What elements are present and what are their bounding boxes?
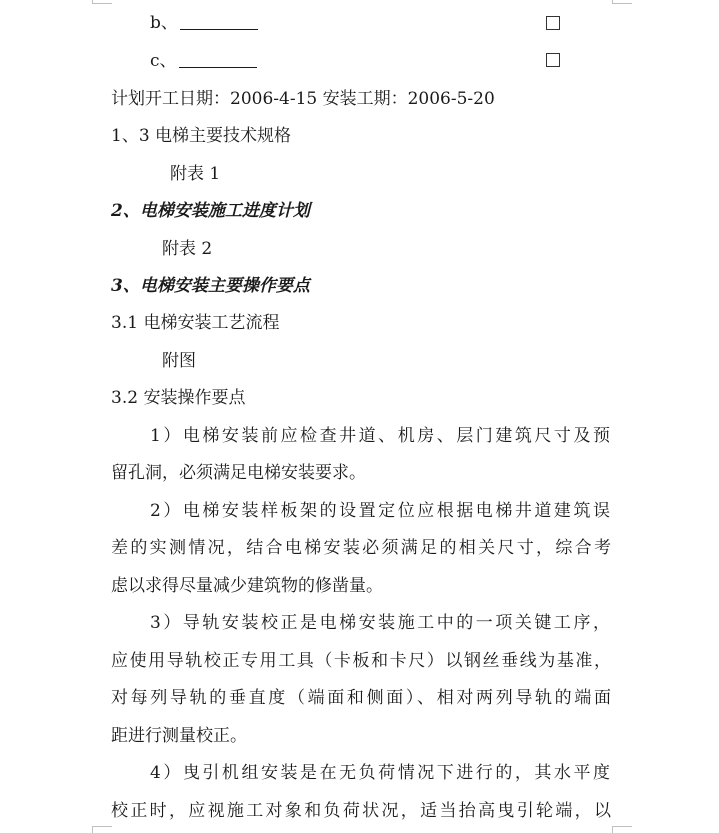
option-c-label: c、 xyxy=(150,51,177,71)
paragraph-3-line: 距进行测量校正。 xyxy=(111,726,247,746)
margin-mark xyxy=(92,826,112,827)
section-2-heading: 2、电梯安装施工进度计划 xyxy=(111,201,310,221)
option-b-label: b、 xyxy=(150,13,178,33)
paragraph-2-line: 差的实测情况，结合电梯安装必须满足的相关尺寸，综合考 xyxy=(111,538,611,558)
paragraph-1-line: 1）电梯安装前应检查井道、机房、层门建筑尺寸及预 xyxy=(150,426,610,446)
attached-table-1: 附表 1 xyxy=(170,164,221,184)
margin-mark xyxy=(612,826,632,827)
paragraph-2-line: 2）电梯安装样板架的设置定位应根据电梯井道建筑误 xyxy=(150,501,610,521)
margin-mark xyxy=(612,826,613,833)
margin-mark xyxy=(92,3,112,4)
attached-table-2: 附表 2 xyxy=(162,239,213,259)
attached-figure: 附图 xyxy=(162,351,196,371)
paragraph-3-line: 对每列导轨的垂直度（端面和侧面）、相对两列导轨的端面 xyxy=(111,688,611,708)
margin-mark xyxy=(612,3,632,4)
paragraph-1-line: 留孔洞，必须满足电梯安装要求。 xyxy=(111,463,366,483)
margin-mark xyxy=(92,826,93,833)
section-3-heading: 3、电梯安装主要操作要点 xyxy=(111,276,310,296)
option-c-checkbox[interactable] xyxy=(546,53,560,67)
option-b-checkbox[interactable] xyxy=(546,16,560,30)
section-3-2-heading: 3.2 安装操作要点 xyxy=(111,388,246,408)
section-1-3-heading: 1、3 电梯主要技术规格 xyxy=(111,126,292,146)
option-c-blank[interactable] xyxy=(179,51,257,68)
option-b-blank[interactable] xyxy=(180,13,258,30)
paragraph-3-line: 应使用导轨校正专用工具（卡板和卡尺）以钢丝垂线为基准， xyxy=(111,651,611,671)
paragraph-2-line: 虑以求得尽量减少建筑物的修凿量。 xyxy=(111,576,383,596)
option-c-line xyxy=(150,50,257,72)
paragraph-4-line: 校正时，应视施工对象和负荷状况，适当抬高曳引轮端，以 xyxy=(111,801,611,821)
schedule-line: 计划开工日期：2006-4-15 安装工期：2006-5-20 xyxy=(111,89,495,109)
paragraph-3-line: 3）导轨安装校正是电梯安装施工中的一项关键工序， xyxy=(150,613,610,633)
section-3-1-heading: 3.1 电梯安装工艺流程 xyxy=(111,313,280,333)
option-b-line xyxy=(150,12,258,34)
paragraph-4-line: 4）曳引机组安装是在无负荷情况下进行的，其水平度 xyxy=(150,763,610,783)
